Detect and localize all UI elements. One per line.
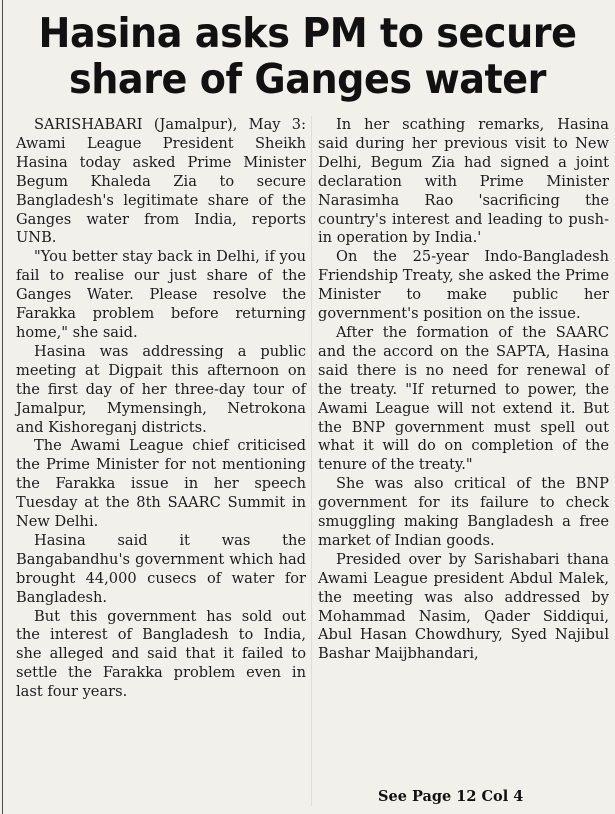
paragraph-meeting: Hasina was addressing a public meeting at Digpait this afternoon on the first day of her three-day tour of Jamalpur, Mymensingh, Netrokona and Kishoreganj districts. <box>16 342 306 436</box>
headline-line-2: share of Ganges water <box>69 55 546 103</box>
paragraph-remarks: In her scathing remarks, Hasina said during her previous visit to New Delhi, Begum Zia had signed a joint declaration with Prime Minister Narasimha Rao 'sacrificing the country's interest and leading to push-in operation by India.' <box>318 116 609 247</box>
headline-line-1: Hasina asks PM to secure <box>38 9 577 57</box>
column-divider <box>311 116 312 806</box>
paragraph-cusecs: Hasina said it was the Bangabandhu's government which had brought 44,000 cusecs of water for Bangladesh. <box>16 531 306 606</box>
headline <box>0 10 615 102</box>
paragraph-smuggling: She was also critical of the BNP government for its failure to check smuggling making Bangladesh a free market of Indian goods. <box>318 475 609 549</box>
paragraph-presided: Presided over by Sarishabari thana Awami League president Abdul Malek, the meeting was also addressed by Mohammad Nasim, Qader Siddiqui, Abul Hasan Chowdhury, Syed Najibul Bashar Maijbhandari, <box>318 550 609 663</box>
paragraph-dateline: SARISHABARI (Jamalpur), May 3: Awami League President Sheikh Hasina today asked Prime Minister Begum Khaleda Zia to secure Bangladesh's legitimate share of the Ganges water from India, reports UNB. <box>16 116 306 247</box>
paragraph-sold-out: But this government has sold out the interest of Bangladesh to India, she alleged and said that it failed to settle the Farakka problem even in last four years. <box>16 607 306 701</box>
article-column-left <box>16 116 306 702</box>
continued-on-page: See Page 12 Col 4 <box>378 788 524 805</box>
paragraph-treaty: On the 25-year Indo-Bangladesh Friendship Treaty, she asked the Prime Minister to make public her government's position on the issue. <box>318 248 609 323</box>
article-column-right <box>318 116 609 664</box>
paragraph-saarc: After the formation of the SAARC and the accord on the SAPTA, Hasina said there is no need for renewal of the treaty. "If returned to power, the Awami League will not extend it. But the BNP government must spell out what it will do on completion of the tenure of the treaty." <box>318 323 609 474</box>
paragraph-criticism: The Awami League chief criticised the Prime Minister for not mentioning the Farakka issue in her speech Tuesday at the 8th SAARC Summit in New Delhi. <box>16 437 306 531</box>
paragraph-quote: "You better stay back in Delhi, if you fail to realise our just share of the Ganges Water. Please resolve the Farakka problem before returning home," she said. <box>16 248 306 341</box>
clipping-edge <box>2 0 3 814</box>
